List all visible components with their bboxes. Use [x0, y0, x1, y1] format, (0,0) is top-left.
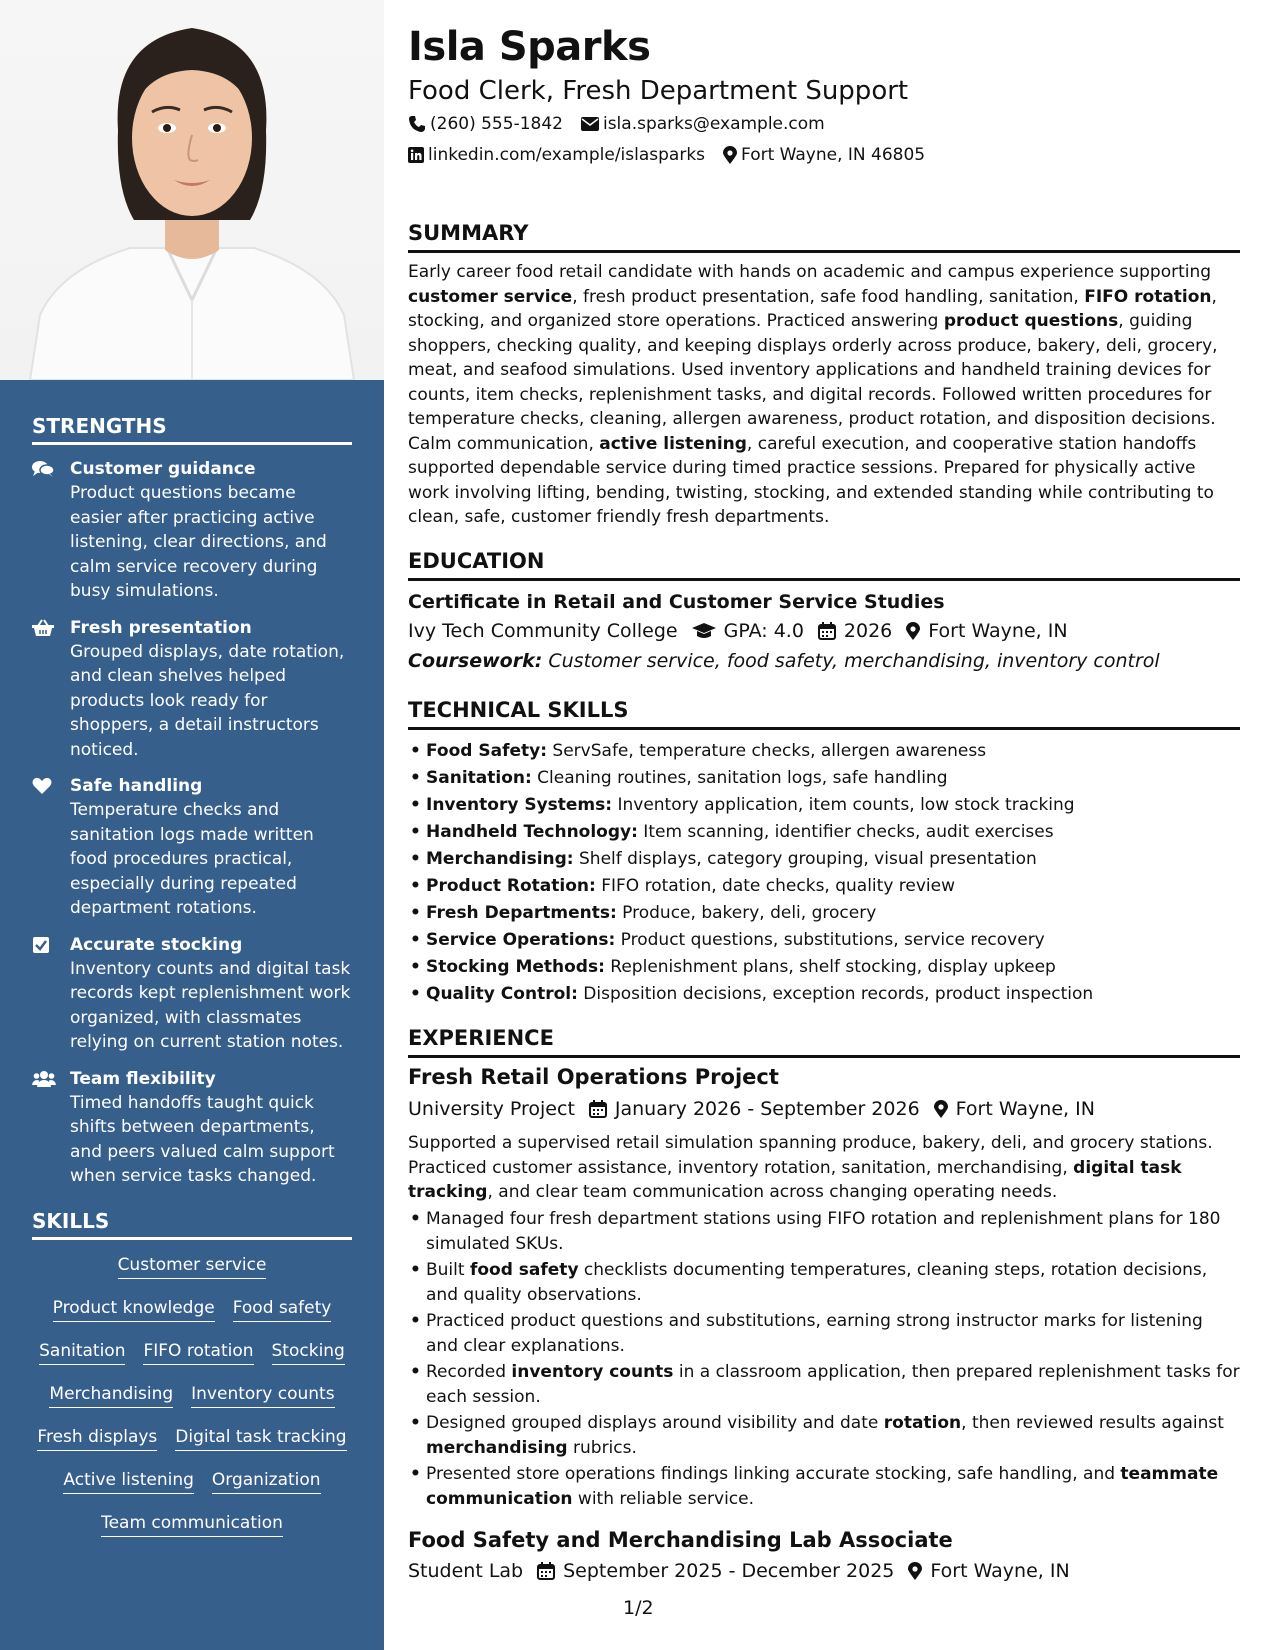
location-pin-icon — [908, 1562, 922, 1580]
linkedin-text[interactable]: linkedin.com/example/islasparks — [428, 145, 706, 165]
technical-skill-item — [408, 819, 1240, 846]
strength-item — [32, 933, 352, 1055]
linkedin-item — [408, 144, 705, 166]
gpa-text: GPA: 4.0 — [723, 620, 804, 642]
job-title: Fresh Retail Operations Project — [408, 1065, 779, 1089]
main-content — [408, 0, 1240, 1650]
skills-heading: SKILLS — [32, 1209, 352, 1240]
skill-chip: Inventory counts — [191, 1383, 334, 1408]
job-title: Food Safety and Merchandising Lab Associate — [408, 1528, 953, 1552]
skill-chip: Active listening — [63, 1469, 193, 1494]
skill-row — [32, 1297, 352, 1322]
summary-segment-bold: customer service — [408, 286, 573, 307]
skill-chip: Fresh displays — [37, 1426, 157, 1451]
experience-heading: EXPERIENCE — [408, 1025, 1240, 1058]
strength-title: Fresh presentation — [70, 617, 252, 638]
gpa-item — [692, 618, 804, 644]
job-bullet — [408, 1258, 1240, 1307]
summary-segment: , fresh product presentation, safe food handling, sanitation, — [572, 286, 1085, 307]
heart-icon — [32, 777, 56, 921]
calendar-icon — [589, 1100, 607, 1118]
technical-skill-label: Food Safety: — [426, 741, 548, 761]
skill-chip: Team communication — [101, 1512, 283, 1537]
technical-skill-text: ServSafe, temperature checks, allergen awareness — [547, 741, 987, 761]
job-bullet-segment-bold: rotation — [883, 1413, 962, 1433]
job-bullet — [408, 1207, 1240, 1256]
skill-row — [32, 1512, 352, 1537]
coursework-line — [408, 648, 1160, 674]
skill-chip: FIFO rotation — [143, 1340, 253, 1365]
job-dates-item — [589, 1096, 920, 1122]
contact-row — [408, 113, 843, 135]
job-org: University Project — [408, 1098, 575, 1120]
summary-heading: SUMMARY — [408, 220, 1240, 253]
phone-icon — [408, 115, 426, 133]
skill-row — [32, 1383, 352, 1408]
technical-skill-item — [408, 981, 1240, 1008]
comments-icon — [32, 460, 56, 604]
phone-item — [408, 113, 563, 135]
job-bullet — [408, 1462, 1240, 1511]
envelope-icon — [581, 117, 599, 131]
summary-segment-bold: FIFO rotation — [1084, 286, 1212, 307]
skill-chip: Organization — [212, 1469, 321, 1494]
summary-segment-bold: product questions — [943, 311, 1119, 331]
email-item — [581, 113, 825, 135]
skill-row — [32, 1254, 352, 1279]
contact-row — [408, 144, 943, 166]
summary-segment: Early career food retail candidate with hands on academic and campus experience supporting — [408, 262, 1212, 282]
technical-skill-label: Product Rotation: — [426, 876, 596, 896]
job-bullet-segment-bold: teammate communication — [426, 1464, 1219, 1509]
strength-desc: Product questions became easier after practicing active listening, clear directions, and calm service recovery during busy simulations. — [70, 483, 327, 601]
job-bullet-segment: Practiced product questions and substitutions, earning strong instructor marks for listening and clear explanations. — [426, 1311, 1203, 1356]
skill-chip: Food safety — [233, 1297, 332, 1322]
job-bullet — [408, 1309, 1240, 1358]
technical-skill-item — [408, 900, 1240, 927]
technical-skill-item — [408, 738, 1240, 765]
education-degree: Certificate in Retail and Customer Service Studies — [408, 591, 945, 613]
strength-item — [32, 1067, 352, 1189]
job-bullet-segment: , then reviewed results against — [961, 1413, 1224, 1433]
strength-item — [32, 774, 352, 921]
summary-segment: , careful execution, and cooperative station handoffs supported dependable service during timed practice sessions. Prepared for physically active work involving lifting, bending, twisting, stocking, and extended standing while contributing to clean, safe, customer friendly fresh departments. — [408, 433, 1214, 527]
location-pin-icon — [934, 1100, 948, 1118]
linkedin-icon — [408, 147, 424, 163]
technical-skill-label: Sanitation: — [426, 768, 532, 788]
education-meta — [408, 618, 1082, 644]
technical-skill-item — [408, 873, 1240, 900]
job-bullet-segment: rubrics. — [567, 1437, 637, 1458]
job-org-item — [408, 1096, 575, 1122]
technical-skill-label: Service Operations: — [426, 930, 616, 950]
strength-title: Safe handling — [70, 776, 203, 796]
education-heading: EDUCATION — [408, 548, 1240, 581]
technical-skill-label: Inventory Systems: — [426, 795, 613, 815]
summary-segment: , guiding shoppers, checking quality, and keeping displays orderly across produce, bakery, deli, grocery, meat, and seafood simulations. Used inventory applications and handheld training devices for counts, item checks, replenishment tasks, and digital records. Followed written procedures for temperature checks, cleaning, allergen awareness, product rotation, and disposition decisions. Calm communication, — [408, 311, 1218, 454]
coursework-label: Coursework: — [408, 650, 543, 672]
sidebar-panel — [0, 380, 384, 1650]
job-description — [408, 1131, 1240, 1205]
summary-segment-bold: active listening — [599, 433, 747, 454]
job-location-item — [934, 1096, 1095, 1122]
skills-list — [32, 1254, 352, 1537]
technical-skill-text: FIFO rotation, date checks, quality review — [595, 876, 956, 896]
technical-skill-label: Handheld Technology: — [426, 822, 638, 842]
job-meta — [408, 1558, 1084, 1584]
technical-skill-item — [408, 792, 1240, 819]
profile-photo — [0, 0, 384, 380]
skill-chip: Product knowledge — [53, 1297, 215, 1322]
graduation-cap-icon — [692, 623, 716, 639]
job-bullet-segment: in a classroom application, then prepared replenishment tasks for each session. — [426, 1362, 1240, 1407]
job-bullets — [408, 1207, 1240, 1513]
job-bullet-segment: Recorded — [426, 1362, 512, 1382]
strength-title: Team flexibility — [70, 1068, 216, 1089]
candidate-name: Isla Sparks — [408, 24, 651, 70]
technical-skill-text: Inventory application, item counts, low stock tracking — [612, 795, 1075, 815]
technical-skill-label: Quality Control: — [426, 984, 578, 1004]
sidebar — [0, 0, 384, 1650]
job-location: Fort Wayne, IN — [930, 1560, 1070, 1582]
phone-text[interactable]: (260) 555-1842 — [430, 114, 563, 134]
job-org: Student Lab — [408, 1560, 524, 1582]
location-pin-icon — [723, 146, 737, 164]
users-icon — [32, 1070, 56, 1189]
strengths-heading: STRENGTHS — [32, 414, 352, 445]
skill-row — [32, 1340, 352, 1365]
summary-text — [408, 260, 1240, 530]
edu-location-item — [906, 618, 1067, 644]
technical-skill-text: Produce, bakery, deli, grocery — [616, 903, 877, 923]
strength-item — [32, 616, 352, 763]
skill-row — [32, 1469, 352, 1494]
technical-skills-list — [408, 738, 1240, 1008]
strength-desc: Inventory counts and digital task records kept replenishment work organized, with classmates relying on current station notes. — [70, 958, 351, 1052]
job-dates: September 2025 - December 2025 — [563, 1560, 895, 1582]
job-bullet — [408, 1360, 1240, 1409]
job-bullet-segment: checklists documenting temperatures, cleaning steps, rotation decisions, and quality observations. — [426, 1260, 1208, 1305]
technical-skill-item — [408, 954, 1240, 981]
skill-chip: Sanitation — [39, 1340, 125, 1365]
job-dates: January 2026 - September 2026 — [614, 1098, 920, 1120]
technical-skill-item — [408, 927, 1240, 954]
strength-desc: Timed handoffs taught quick shifts between departments, and peers valued calm support when service tasks changed. — [70, 1092, 335, 1186]
technical-skill-item — [408, 765, 1240, 792]
edu-location-text: Fort Wayne, IN — [928, 620, 1068, 642]
location-text: Fort Wayne, IN 46805 — [741, 145, 926, 165]
job-desc-segment-bold: digital task tracking — [408, 1157, 1182, 1202]
job-dates-item — [537, 1558, 894, 1584]
skill-chip: Customer service — [118, 1254, 267, 1279]
strength-desc: Grouped displays, date rotation, and clean shelves helped products look ready for shoppers, a detail instructors noticed. — [70, 641, 345, 760]
job-desc-segment: Supported a supervised retail simulation spanning produce, bakery, deli, and grocery stations. Practiced customer assistance, inventory rotation, sanitation, merchandising, — [408, 1133, 1213, 1178]
technical-skill-text: Shelf displays, category grouping, visual presentation — [573, 849, 1037, 869]
technical-skill-text: Item scanning, identifier checks, audit exercises — [637, 822, 1054, 842]
school-item — [408, 618, 678, 644]
job-bullet-segment: with reliable service. — [572, 1488, 755, 1509]
year-item — [818, 618, 892, 644]
job-org-item — [408, 1558, 523, 1584]
checkbox-icon — [32, 936, 56, 1055]
school-name: Ivy Tech Community College — [408, 620, 678, 642]
page-number: 1/2 — [623, 1597, 654, 1619]
strength-title: Accurate stocking — [70, 934, 243, 955]
technical-skill-text: Disposition decisions, exception records, product inspection — [577, 984, 1094, 1004]
technical-skill-label: Fresh Departments: — [426, 903, 617, 923]
strength-title: Customer guidance — [70, 459, 256, 479]
candidate-role: Food Clerk, Fresh Department Support — [408, 76, 909, 106]
job-bullet-segment: Designed grouped displays around visibility and date — [426, 1413, 884, 1433]
technical-skill-label: Stocking Methods: — [426, 957, 605, 977]
location-item — [723, 144, 925, 166]
portrait-image — [0, 0, 384, 380]
coursework-text: Customer service, food safety, merchandising, inventory control — [548, 650, 1160, 672]
email-text[interactable]: isla.sparks@example.com — [602, 114, 825, 134]
calendar-icon — [537, 1562, 555, 1580]
technical-skills-heading: TECHNICAL SKILLS — [408, 697, 1240, 730]
job-bullet-segment: Built — [426, 1260, 470, 1280]
basket-icon — [32, 619, 56, 763]
technical-skill-text: Product questions, substitutions, service recovery — [615, 930, 1045, 950]
job-bullet-segment-bold: food safety — [469, 1260, 579, 1280]
job-meta — [408, 1096, 1109, 1122]
job-bullet — [408, 1411, 1240, 1460]
strength-desc: Temperature checks and sanitation logs made written food procedures practical, especially during repeated department rotations. — [70, 800, 314, 918]
job-desc-segment: , and clear team communication across changing operating needs. — [487, 1182, 1058, 1202]
calendar-icon — [818, 622, 836, 640]
technical-skill-label: Merchandising: — [426, 849, 574, 869]
skill-chip: Stocking — [272, 1340, 345, 1365]
job-bullet-segment-bold: inventory counts — [511, 1362, 674, 1382]
job-location-item — [908, 1558, 1069, 1584]
year-text: 2026 — [843, 620, 893, 642]
job-bullet-segment-bold: merchandising — [426, 1437, 568, 1458]
technical-skill-text: Replenishment plans, shelf stocking, display upkeep — [604, 957, 1056, 977]
location-pin-icon — [906, 622, 920, 640]
skill-chip: Merchandising — [49, 1383, 173, 1408]
job-location: Fort Wayne, IN — [955, 1098, 1095, 1120]
technical-skill-text: Cleaning routines, sanitation logs, safe handling — [531, 768, 948, 788]
job-bullet-segment: Managed four fresh department stations using FIFO rotation and replenishment plans for 180 simulated SKUs. — [426, 1209, 1221, 1254]
technical-skill-item — [408, 846, 1240, 873]
skill-row — [32, 1426, 352, 1451]
summary-segment: , stocking, and organized store operations. Practiced answering — [408, 286, 1217, 331]
job-bullet-segment: Presented store operations findings linking accurate stocking, safe handling, and — [426, 1464, 1121, 1484]
skill-chip: Digital task tracking — [175, 1426, 346, 1451]
strength-item — [32, 457, 352, 604]
